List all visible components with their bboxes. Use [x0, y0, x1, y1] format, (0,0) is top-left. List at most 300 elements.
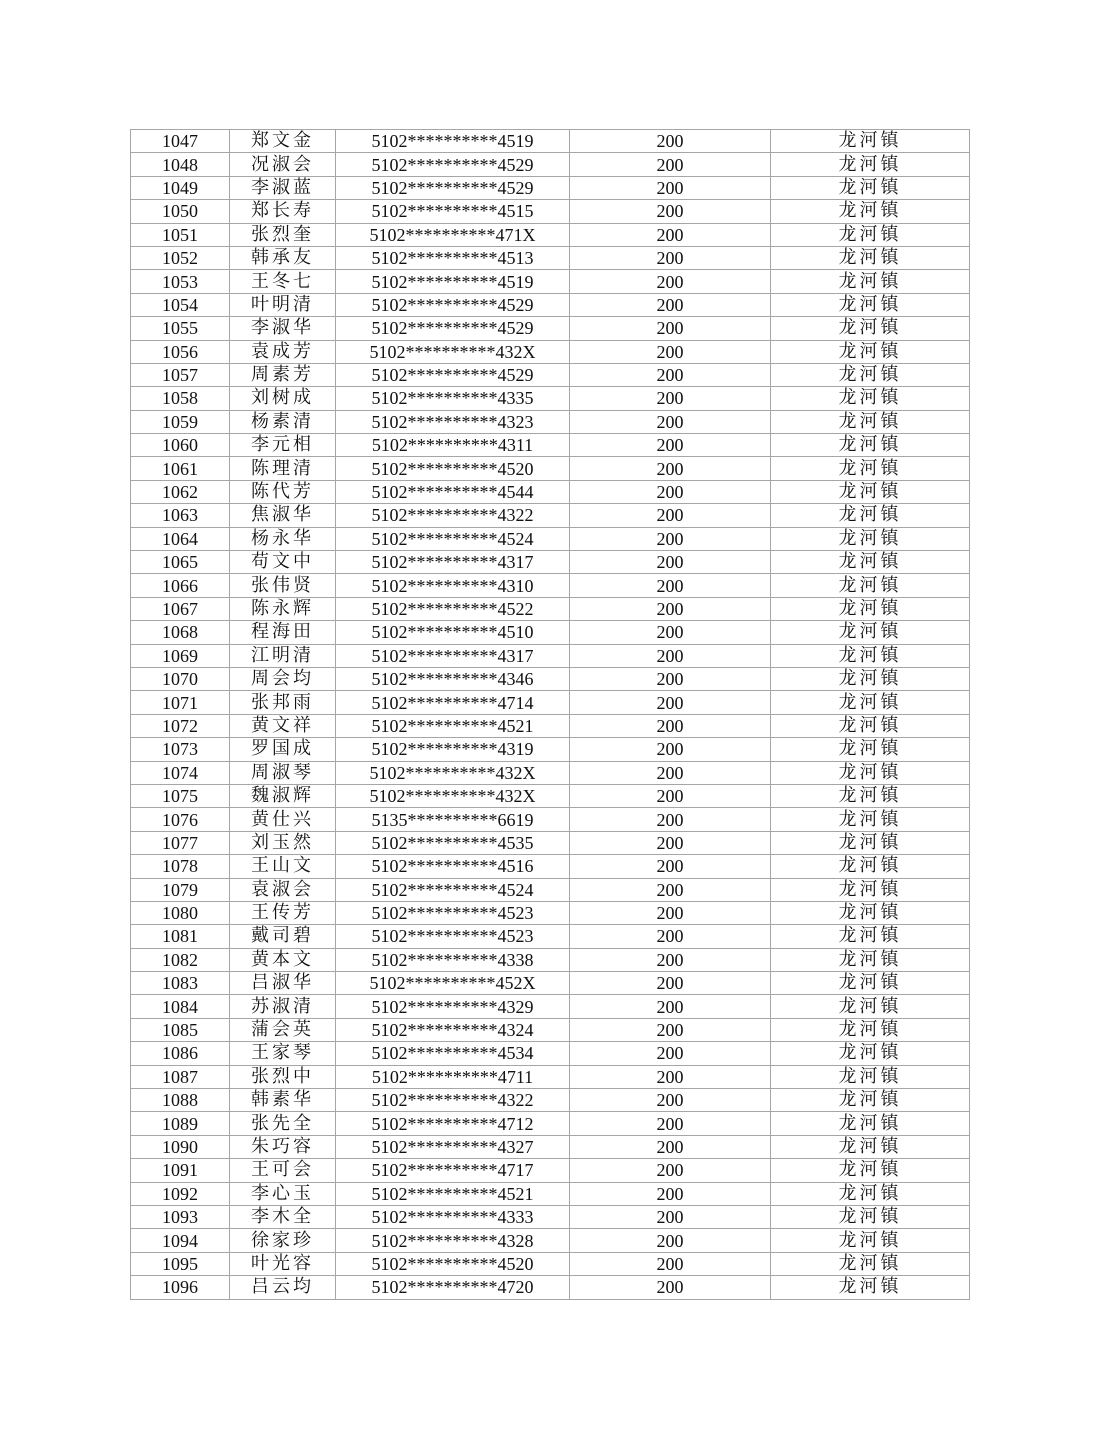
- town-cell: 龙河镇: [771, 831, 970, 854]
- table-row: [131, 1089, 970, 1112]
- table-row: [131, 761, 970, 784]
- amount-cell: 200: [570, 1182, 771, 1205]
- amount-cell: 200: [570, 808, 771, 831]
- person-name-cell: 杨永华: [230, 527, 336, 550]
- person-name-cell: 刘树成: [230, 387, 336, 410]
- town-cell: 龙河镇: [771, 925, 970, 948]
- table-row: [131, 457, 970, 480]
- id-number-cell: 5102**********4317: [336, 644, 570, 667]
- amount-cell: 200: [570, 1252, 771, 1275]
- serial-number-cell: 1049: [131, 176, 230, 199]
- table-row: [131, 714, 970, 737]
- serial-number-cell: 1092: [131, 1182, 230, 1205]
- person-name-cell: 韩素华: [230, 1089, 336, 1112]
- serial-number-cell: 1060: [131, 434, 230, 457]
- table-row: [131, 808, 970, 831]
- table-row: [131, 1135, 970, 1158]
- serial-number-cell: 1090: [131, 1135, 230, 1158]
- table-row: [131, 153, 970, 176]
- amount-cell: 200: [570, 246, 771, 269]
- serial-number-cell: 1071: [131, 691, 230, 714]
- town-cell: 龙河镇: [771, 574, 970, 597]
- person-name-cell: 吕淑华: [230, 972, 336, 995]
- table-row: [131, 317, 970, 340]
- town-cell: 龙河镇: [771, 317, 970, 340]
- person-name-cell: 张先全: [230, 1112, 336, 1135]
- id-number-cell: 5102**********4519: [336, 270, 570, 293]
- town-cell: 龙河镇: [771, 995, 970, 1018]
- person-name-cell: 魏淑辉: [230, 784, 336, 807]
- town-cell: 龙河镇: [771, 738, 970, 761]
- amount-cell: 200: [570, 714, 771, 737]
- person-name-cell: 黄本文: [230, 948, 336, 971]
- amount-cell: 200: [570, 130, 771, 153]
- serial-number-cell: 1086: [131, 1042, 230, 1065]
- amount-cell: 200: [570, 317, 771, 340]
- id-number-cell: 5135**********6619: [336, 808, 570, 831]
- roster-table: [130, 129, 970, 1300]
- person-name-cell: 周素芳: [230, 363, 336, 386]
- town-cell: 龙河镇: [771, 878, 970, 901]
- person-name-cell: 朱巧容: [230, 1135, 336, 1158]
- amount-cell: 200: [570, 1112, 771, 1135]
- serial-number-cell: 1056: [131, 340, 230, 363]
- id-number-cell: 5102**********4523: [336, 901, 570, 924]
- table-row: [131, 200, 970, 223]
- table-row: [131, 574, 970, 597]
- serial-number-cell: 1084: [131, 995, 230, 1018]
- serial-number-cell: 1078: [131, 855, 230, 878]
- person-name-cell: 李木全: [230, 1205, 336, 1228]
- town-cell: 龙河镇: [771, 410, 970, 433]
- table-row: [131, 1112, 970, 1135]
- serial-number-cell: 1080: [131, 901, 230, 924]
- town-cell: 龙河镇: [771, 1229, 970, 1252]
- town-cell: 龙河镇: [771, 1159, 970, 1182]
- serial-number-cell: 1055: [131, 317, 230, 340]
- table-row: [131, 363, 970, 386]
- person-name-cell: 况淑会: [230, 153, 336, 176]
- amount-cell: 200: [570, 1159, 771, 1182]
- amount-cell: 200: [570, 176, 771, 199]
- serial-number-cell: 1051: [131, 223, 230, 246]
- table-row: [131, 691, 970, 714]
- person-name-cell: 郑长寿: [230, 200, 336, 223]
- town-cell: 龙河镇: [771, 551, 970, 574]
- serial-number-cell: 1061: [131, 457, 230, 480]
- person-name-cell: 张邦雨: [230, 691, 336, 714]
- id-number-cell: 5102**********4338: [336, 948, 570, 971]
- town-cell: 龙河镇: [771, 667, 970, 690]
- id-number-cell: 5102**********4319: [336, 738, 570, 761]
- id-number-cell: 5102**********4328: [336, 1229, 570, 1252]
- person-name-cell: 陈理清: [230, 457, 336, 480]
- table-row: [131, 995, 970, 1018]
- amount-cell: 200: [570, 761, 771, 784]
- serial-number-cell: 1067: [131, 597, 230, 620]
- table-row: [131, 551, 970, 574]
- town-cell: 龙河镇: [771, 855, 970, 878]
- town-cell: 龙河镇: [771, 340, 970, 363]
- table-row: [131, 527, 970, 550]
- town-cell: 龙河镇: [771, 387, 970, 410]
- serial-number-cell: 1064: [131, 527, 230, 550]
- town-cell: 龙河镇: [771, 130, 970, 153]
- person-name-cell: 袁成芳: [230, 340, 336, 363]
- id-number-cell: 5102**********4317: [336, 551, 570, 574]
- amount-cell: 200: [570, 551, 771, 574]
- table-row: [131, 1205, 970, 1228]
- id-number-cell: 5102**********4717: [336, 1159, 570, 1182]
- town-cell: 龙河镇: [771, 1276, 970, 1299]
- town-cell: 龙河镇: [771, 200, 970, 223]
- person-name-cell: 江明清: [230, 644, 336, 667]
- amount-cell: 200: [570, 901, 771, 924]
- person-name-cell: 韩承友: [230, 246, 336, 269]
- roster-table-body: [131, 130, 970, 1300]
- table-row: [131, 1229, 970, 1252]
- id-number-cell: 5102**********4529: [336, 293, 570, 316]
- table-row: [131, 1159, 970, 1182]
- amount-cell: 200: [570, 434, 771, 457]
- person-name-cell: 刘玉然: [230, 831, 336, 854]
- person-name-cell: 王传芳: [230, 901, 336, 924]
- table-row: [131, 667, 970, 690]
- town-cell: 龙河镇: [771, 246, 970, 269]
- serial-number-cell: 1070: [131, 667, 230, 690]
- town-cell: 龙河镇: [771, 1182, 970, 1205]
- table-row: [131, 738, 970, 761]
- table-row: [131, 901, 970, 924]
- serial-number-cell: 1073: [131, 738, 230, 761]
- id-number-cell: 5102**********4714: [336, 691, 570, 714]
- serial-number-cell: 1053: [131, 270, 230, 293]
- person-name-cell: 周淑琴: [230, 761, 336, 784]
- id-number-cell: 5102**********4310: [336, 574, 570, 597]
- id-number-cell: 5102**********4333: [336, 1205, 570, 1228]
- amount-cell: 200: [570, 831, 771, 854]
- serial-number-cell: 1082: [131, 948, 230, 971]
- amount-cell: 200: [570, 1018, 771, 1041]
- serial-number-cell: 1085: [131, 1018, 230, 1041]
- table-row: [131, 1182, 970, 1205]
- serial-number-cell: 1062: [131, 480, 230, 503]
- serial-number-cell: 1089: [131, 1112, 230, 1135]
- town-cell: 龙河镇: [771, 293, 970, 316]
- town-cell: 龙河镇: [771, 153, 970, 176]
- amount-cell: 200: [570, 738, 771, 761]
- serial-number-cell: 1047: [131, 130, 230, 153]
- serial-number-cell: 1088: [131, 1089, 230, 1112]
- person-name-cell: 张烈中: [230, 1065, 336, 1088]
- id-number-cell: 5102**********4529: [336, 363, 570, 386]
- amount-cell: 200: [570, 972, 771, 995]
- person-name-cell: 苟文中: [230, 551, 336, 574]
- serial-number-cell: 1065: [131, 551, 230, 574]
- table-row: [131, 340, 970, 363]
- table-row: [131, 925, 970, 948]
- id-number-cell: 5102**********4529: [336, 153, 570, 176]
- id-number-cell: 5102**********471X: [336, 223, 570, 246]
- amount-cell: 200: [570, 504, 771, 527]
- amount-cell: 200: [570, 1089, 771, 1112]
- serial-number-cell: 1094: [131, 1229, 230, 1252]
- id-number-cell: 5102**********4335: [336, 387, 570, 410]
- serial-number-cell: 1081: [131, 925, 230, 948]
- table-row: [131, 480, 970, 503]
- person-name-cell: 李元相: [230, 434, 336, 457]
- table-row: [131, 434, 970, 457]
- person-name-cell: 吕云均: [230, 1276, 336, 1299]
- id-number-cell: 5102**********4524: [336, 878, 570, 901]
- table-row: [131, 1065, 970, 1088]
- person-name-cell: 李淑华: [230, 317, 336, 340]
- id-number-cell: 5102**********4346: [336, 667, 570, 690]
- amount-cell: 200: [570, 1205, 771, 1228]
- table-row: [131, 1252, 970, 1275]
- person-name-cell: 焦淑华: [230, 504, 336, 527]
- town-cell: 龙河镇: [771, 176, 970, 199]
- amount-cell: 200: [570, 597, 771, 620]
- person-name-cell: 叶光容: [230, 1252, 336, 1275]
- id-number-cell: 5102**********432X: [336, 761, 570, 784]
- id-number-cell: 5102**********4720: [336, 1276, 570, 1299]
- amount-cell: 200: [570, 1065, 771, 1088]
- table-row: [131, 1018, 970, 1041]
- town-cell: 龙河镇: [771, 761, 970, 784]
- table-row: [131, 270, 970, 293]
- serial-number-cell: 1052: [131, 246, 230, 269]
- table-row: [131, 948, 970, 971]
- person-name-cell: 罗国成: [230, 738, 336, 761]
- serial-number-cell: 1075: [131, 784, 230, 807]
- person-name-cell: 李淑蓝: [230, 176, 336, 199]
- town-cell: 龙河镇: [771, 691, 970, 714]
- amount-cell: 200: [570, 784, 771, 807]
- town-cell: 龙河镇: [771, 644, 970, 667]
- town-cell: 龙河镇: [771, 948, 970, 971]
- amount-cell: 200: [570, 621, 771, 644]
- town-cell: 龙河镇: [771, 1205, 970, 1228]
- town-cell: 龙河镇: [771, 1252, 970, 1275]
- id-number-cell: 5102**********4711: [336, 1065, 570, 1088]
- town-cell: 龙河镇: [771, 1089, 970, 1112]
- amount-cell: 200: [570, 644, 771, 667]
- serial-number-cell: 1091: [131, 1159, 230, 1182]
- person-name-cell: 陈代芳: [230, 480, 336, 503]
- id-number-cell: 5102**********4521: [336, 714, 570, 737]
- table-row: [131, 504, 970, 527]
- table-row: [131, 293, 970, 316]
- person-name-cell: 杨素清: [230, 410, 336, 433]
- id-number-cell: 5102**********4327: [336, 1135, 570, 1158]
- town-cell: 龙河镇: [771, 223, 970, 246]
- town-cell: 龙河镇: [771, 527, 970, 550]
- amount-cell: 200: [570, 223, 771, 246]
- amount-cell: 200: [570, 363, 771, 386]
- table-row: [131, 644, 970, 667]
- serial-number-cell: 1059: [131, 410, 230, 433]
- town-cell: 龙河镇: [771, 714, 970, 737]
- amount-cell: 200: [570, 691, 771, 714]
- person-name-cell: 王山文: [230, 855, 336, 878]
- person-name-cell: 王冬七: [230, 270, 336, 293]
- amount-cell: 200: [570, 200, 771, 223]
- id-number-cell: 5102**********4513: [336, 246, 570, 269]
- serial-number-cell: 1058: [131, 387, 230, 410]
- id-number-cell: 5102**********4510: [336, 621, 570, 644]
- town-cell: 龙河镇: [771, 808, 970, 831]
- amount-cell: 200: [570, 1276, 771, 1299]
- person-name-cell: 王家琴: [230, 1042, 336, 1065]
- town-cell: 龙河镇: [771, 363, 970, 386]
- id-number-cell: 5102**********4311: [336, 434, 570, 457]
- amount-cell: 200: [570, 1042, 771, 1065]
- person-name-cell: 程海田: [230, 621, 336, 644]
- person-name-cell: 张烈奎: [230, 223, 336, 246]
- serial-number-cell: 1074: [131, 761, 230, 784]
- table-row: [131, 621, 970, 644]
- serial-number-cell: 1066: [131, 574, 230, 597]
- serial-number-cell: 1054: [131, 293, 230, 316]
- town-cell: 龙河镇: [771, 972, 970, 995]
- person-name-cell: 张伟贤: [230, 574, 336, 597]
- town-cell: 龙河镇: [771, 901, 970, 924]
- serial-number-cell: 1050: [131, 200, 230, 223]
- town-cell: 龙河镇: [771, 1065, 970, 1088]
- id-number-cell: 5102**********432X: [336, 784, 570, 807]
- table-row: [131, 1042, 970, 1065]
- table-row: [131, 878, 970, 901]
- person-name-cell: 蒲会英: [230, 1018, 336, 1041]
- amount-cell: 200: [570, 270, 771, 293]
- id-number-cell: 5102**********4544: [336, 480, 570, 503]
- person-name-cell: 黄仕兴: [230, 808, 336, 831]
- table-row: [131, 1276, 970, 1299]
- amount-cell: 200: [570, 1135, 771, 1158]
- amount-cell: 200: [570, 1229, 771, 1252]
- amount-cell: 200: [570, 387, 771, 410]
- town-cell: 龙河镇: [771, 1018, 970, 1041]
- town-cell: 龙河镇: [771, 480, 970, 503]
- town-cell: 龙河镇: [771, 457, 970, 480]
- town-cell: 龙河镇: [771, 504, 970, 527]
- serial-number-cell: 1095: [131, 1252, 230, 1275]
- id-number-cell: 5102**********4535: [336, 831, 570, 854]
- table-row: [131, 410, 970, 433]
- amount-cell: 200: [570, 878, 771, 901]
- id-number-cell: 5102**********4521: [336, 1182, 570, 1205]
- id-number-cell: 5102**********4524: [336, 527, 570, 550]
- person-name-cell: 苏淑清: [230, 995, 336, 1018]
- person-name-cell: 黄文祥: [230, 714, 336, 737]
- id-number-cell: 5102**********4712: [336, 1112, 570, 1135]
- id-number-cell: 5102**********4322: [336, 1089, 570, 1112]
- serial-number-cell: 1076: [131, 808, 230, 831]
- table-row: [131, 972, 970, 995]
- table-row: [131, 387, 970, 410]
- id-number-cell: 5102**********4523: [336, 925, 570, 948]
- id-number-cell: 5102**********432X: [336, 340, 570, 363]
- table-row: [131, 223, 970, 246]
- table-row: [131, 855, 970, 878]
- id-number-cell: 5102**********4324: [336, 1018, 570, 1041]
- person-name-cell: 徐家珍: [230, 1229, 336, 1252]
- amount-cell: 200: [570, 948, 771, 971]
- id-number-cell: 5102**********4534: [336, 1042, 570, 1065]
- person-name-cell: 戴司碧: [230, 925, 336, 948]
- person-name-cell: 陈永辉: [230, 597, 336, 620]
- serial-number-cell: 1083: [131, 972, 230, 995]
- id-number-cell: 5102**********4522: [336, 597, 570, 620]
- id-number-cell: 5102**********4329: [336, 995, 570, 1018]
- amount-cell: 200: [570, 410, 771, 433]
- serial-number-cell: 1096: [131, 1276, 230, 1299]
- town-cell: 龙河镇: [771, 621, 970, 644]
- person-name-cell: 叶明清: [230, 293, 336, 316]
- serial-number-cell: 1069: [131, 644, 230, 667]
- id-number-cell: 5102**********452X: [336, 972, 570, 995]
- amount-cell: 200: [570, 995, 771, 1018]
- amount-cell: 200: [570, 925, 771, 948]
- table-row: [131, 597, 970, 620]
- town-cell: 龙河镇: [771, 1135, 970, 1158]
- serial-number-cell: 1079: [131, 878, 230, 901]
- person-name-cell: 李心玉: [230, 1182, 336, 1205]
- town-cell: 龙河镇: [771, 1042, 970, 1065]
- id-number-cell: 5102**********4520: [336, 457, 570, 480]
- serial-number-cell: 1063: [131, 504, 230, 527]
- serial-number-cell: 1057: [131, 363, 230, 386]
- amount-cell: 200: [570, 480, 771, 503]
- person-name-cell: 王可会: [230, 1159, 336, 1182]
- amount-cell: 200: [570, 340, 771, 363]
- amount-cell: 200: [570, 153, 771, 176]
- amount-cell: 200: [570, 457, 771, 480]
- table-row: [131, 246, 970, 269]
- serial-number-cell: 1072: [131, 714, 230, 737]
- town-cell: 龙河镇: [771, 434, 970, 457]
- id-number-cell: 5102**********4519: [336, 130, 570, 153]
- amount-cell: 200: [570, 527, 771, 550]
- serial-number-cell: 1087: [131, 1065, 230, 1088]
- amount-cell: 200: [570, 293, 771, 316]
- town-cell: 龙河镇: [771, 784, 970, 807]
- amount-cell: 200: [570, 855, 771, 878]
- table-row: [131, 130, 970, 153]
- id-number-cell: 5102**********4322: [336, 504, 570, 527]
- person-name-cell: 袁淑会: [230, 878, 336, 901]
- serial-number-cell: 1077: [131, 831, 230, 854]
- id-number-cell: 5102**********4529: [336, 317, 570, 340]
- person-name-cell: 郑文金: [230, 130, 336, 153]
- town-cell: 龙河镇: [771, 1112, 970, 1135]
- amount-cell: 200: [570, 667, 771, 690]
- town-cell: 龙河镇: [771, 270, 970, 293]
- id-number-cell: 5102**********4323: [336, 410, 570, 433]
- amount-cell: 200: [570, 574, 771, 597]
- table-row: [131, 784, 970, 807]
- table-row: [131, 831, 970, 854]
- serial-number-cell: 1093: [131, 1205, 230, 1228]
- serial-number-cell: 1048: [131, 153, 230, 176]
- town-cell: 龙河镇: [771, 597, 970, 620]
- id-number-cell: 5102**********4515: [336, 200, 570, 223]
- table-row: [131, 176, 970, 199]
- id-number-cell: 5102**********4529: [336, 176, 570, 199]
- serial-number-cell: 1068: [131, 621, 230, 644]
- id-number-cell: 5102**********4520: [336, 1252, 570, 1275]
